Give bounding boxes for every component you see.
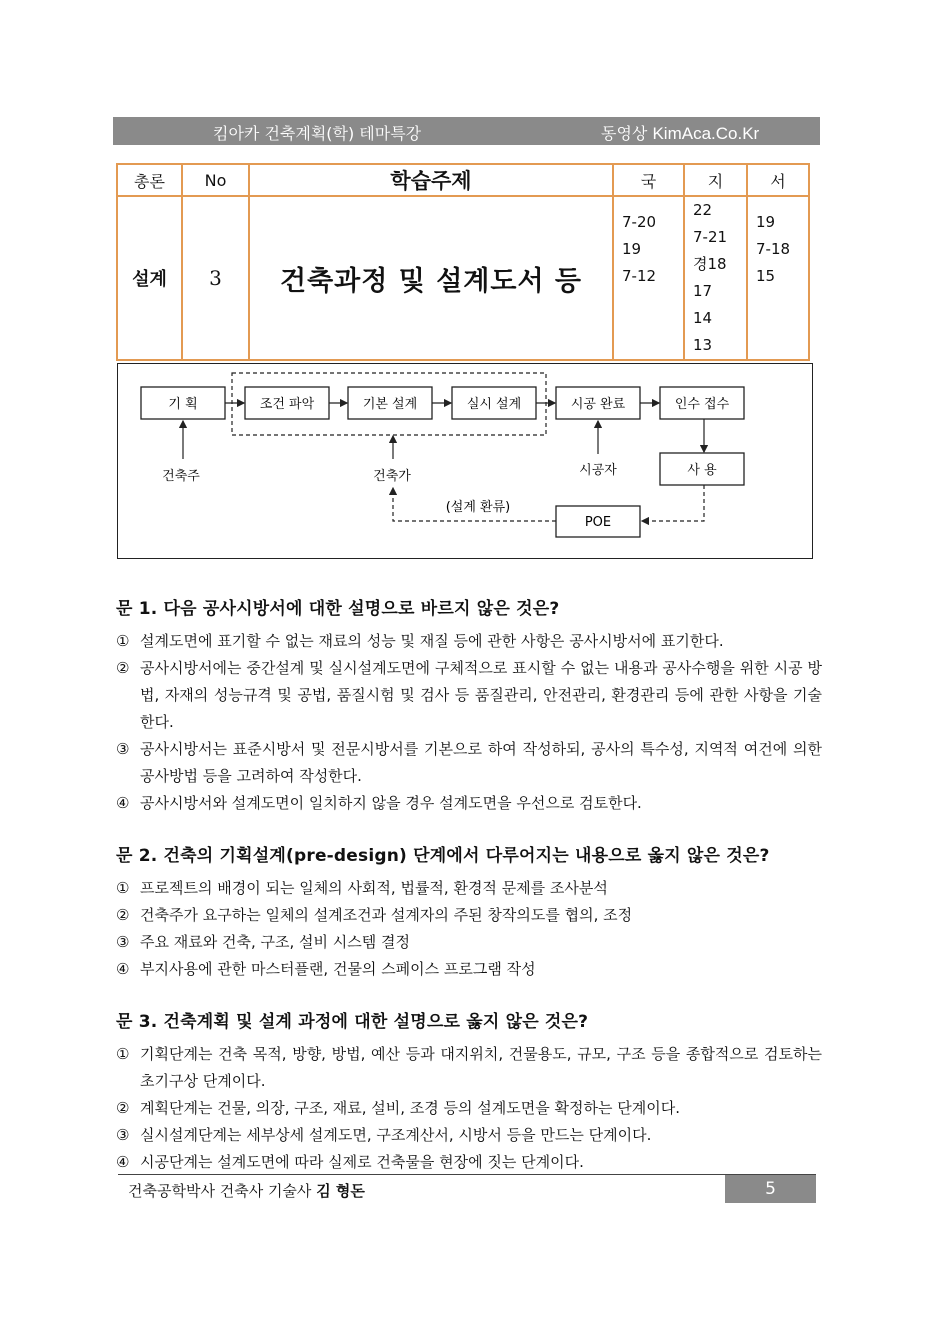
guk-item: 7-20: [622, 213, 657, 231]
option-number: ①: [116, 1045, 130, 1063]
box-basic: [348, 387, 432, 419]
ji-item: 17: [693, 282, 713, 300]
video-label: 동영상: [601, 124, 648, 143]
th-guk: 국: [613, 164, 684, 196]
option-text: 실시설계단계는 세부상세 설계도면, 구조계산서, 시방서 등을 만드는 단계이다.: [140, 1126, 652, 1144]
option: [116, 736, 822, 790]
option: [116, 628, 822, 655]
site-link[interactable]: KimAca.Co.Kr: [652, 124, 760, 143]
box-handover-label: 인수 접수: [674, 397, 730, 412]
option: [116, 929, 822, 956]
box-poe: [556, 506, 640, 537]
option-text: 주요 재료와 건축, 구조, 설비 시스템 결정: [140, 933, 410, 951]
option-number: ②: [116, 1099, 130, 1117]
option-text: 부지사용에 관한 마스터플랜, 건물의 스페이스 프로그램 작성: [140, 960, 536, 978]
th-ji: 지: [684, 164, 747, 196]
th-category: 총론: [117, 164, 182, 196]
option: [116, 1149, 822, 1176]
box-detail-label: 실시 설계: [466, 397, 522, 412]
option: [116, 902, 822, 929]
th-no: No: [182, 164, 249, 196]
ji-item: 22: [693, 201, 713, 219]
option-text: 설계도면에 표기할 수 없는 재료의 성능 및 재질 등에 관한 사항은 공사시방서에 표기한다.: [140, 632, 724, 650]
box-use: [660, 453, 744, 485]
box-condition-label: 조건 파악: [259, 397, 315, 412]
option-text: 기획단계는 건축 목적, 방향, 방법, 예산 등과 대지위치, 건물용도, 규모, 구조 등을 종합적으로 검토하는 초기구상 단계이다.: [140, 1045, 822, 1090]
label-owner: 건축주: [162, 469, 200, 484]
header-bar: [113, 117, 820, 145]
topic-subject: 건축과정 및 설계도서 등: [249, 196, 613, 360]
page-number: 5: [725, 1175, 816, 1203]
topic-category: 설계: [117, 196, 182, 360]
option: [116, 956, 822, 983]
option-number: ②: [116, 659, 130, 677]
option-text: 공사시방서에는 중간설계 및 실시설계도면에 구체적으로 표시할 수 없는 내용과 공사수행을 위한 시공 방법, 자재의 성능규격 및 공법, 품질시험 및 검사 등 품질관리, 안전관리, 환경관리 등에 관한 사항을 기술한다.: [140, 659, 822, 731]
topic-table-header: [117, 164, 809, 196]
option-number: ②: [116, 906, 130, 924]
box-planning-label: 기 획: [168, 397, 198, 412]
option-text: 계획단계는 건물, 의장, 구조, 재료, 설비, 조경 등의 설계도면을 확정하는 단계이다.: [140, 1099, 680, 1117]
footer-divider: [118, 1174, 816, 1175]
seo-item: 7-18: [756, 240, 791, 258]
header-site: [601, 121, 759, 144]
ji-item: 14: [693, 309, 713, 327]
th-subject: 학습주제: [249, 164, 613, 196]
question-title: 문 1. 다음 공사시방서에 대한 설명으로 바르지 않은 것은?: [116, 599, 560, 619]
question-3: [116, 1009, 822, 1176]
option: [116, 655, 822, 736]
option-number: ③: [116, 740, 130, 758]
box-handover: [660, 387, 744, 419]
author-name: 김 형돈: [316, 1182, 365, 1200]
box-condition: [245, 387, 329, 419]
topic-seo-list: [747, 196, 809, 360]
question-title: 문 3. 건축계획 및 설계 과정에 대한 설명으로 옳지 않은 것은?: [116, 1012, 589, 1032]
label-architect: 건축가: [373, 469, 411, 484]
option-text: 공사시방서는 표준시방서 및 전문시방서를 기본으로 하여 작성하되, 공사의 특수성, 지역적 여건에 의한 공사방법 등을 고려하여 작성한다.: [140, 740, 822, 785]
box-basic-label: 기본 설계: [362, 397, 418, 412]
option-text: 공사시방서와 설계도면이 일치하지 않을 경우 설계도면을 우선으로 검토한다.: [140, 794, 642, 812]
option: [116, 875, 822, 902]
option: [116, 1041, 822, 1095]
footer-author: [128, 1180, 365, 1201]
box-construction-label: 시공 완료: [570, 397, 626, 412]
seo-item: 19: [756, 213, 776, 231]
label-feedback: (설계 환류): [445, 500, 511, 515]
topic-guk-list: [613, 196, 684, 360]
topic-table-row: [117, 196, 809, 360]
option: [116, 1095, 822, 1122]
option-number: ①: [116, 879, 130, 897]
label-contractor: 시공자: [579, 463, 617, 478]
header-title: 킴아카 건축계획(학) 테마특강: [213, 124, 422, 143]
option-number: ③: [116, 933, 130, 951]
ji-item: 경18: [693, 255, 727, 273]
option-text: 시공단계는 설계도면에 따라 실제로 건축물을 현장에 짓는 단계이다.: [140, 1153, 584, 1171]
process-diagram: [117, 363, 813, 559]
box-planning: [141, 387, 225, 419]
question-title: 문 2. 건축의 기획설계(pre-design) 단계에서 다루어지는 내용으로 옳지 않은 것은?: [116, 846, 770, 866]
topic-ji-list: [684, 196, 747, 360]
seo-item: 15: [756, 267, 776, 285]
box-detail: [452, 387, 536, 419]
option-number: ④: [116, 960, 130, 978]
option-number: ①: [116, 632, 130, 650]
arrow-use-poe: [642, 485, 704, 521]
ji-item: 13: [693, 336, 713, 354]
option-number: ④: [116, 794, 130, 812]
box-use-label: 사 용: [687, 463, 717, 478]
ji-item: 7-21: [693, 228, 728, 246]
question-2: [116, 843, 822, 983]
box-poe-label: POE: [584, 515, 612, 530]
question-1: [116, 596, 822, 817]
option-text: 건축주가 요구하는 일체의 설계조건과 설계자의 주된 창작의도를 협의, 조정: [140, 906, 633, 924]
author-prefix: 건축공학박사 건축사 기술사: [128, 1182, 312, 1200]
topic-table: [116, 163, 810, 361]
option-number: ④: [116, 1153, 130, 1171]
box-construction: [556, 387, 640, 419]
questions: [116, 596, 822, 1202]
guk-item: 7-12: [622, 267, 657, 285]
option-number: ③: [116, 1126, 130, 1144]
topic-number: 3: [182, 196, 249, 360]
option: [116, 790, 822, 817]
option: [116, 1122, 822, 1149]
th-seo: 서: [747, 164, 809, 196]
option-text: 프로젝트의 배경이 되는 일체의 사회적, 법률적, 환경적 문제를 조사분석: [140, 879, 608, 897]
guk-item: 19: [622, 240, 642, 258]
